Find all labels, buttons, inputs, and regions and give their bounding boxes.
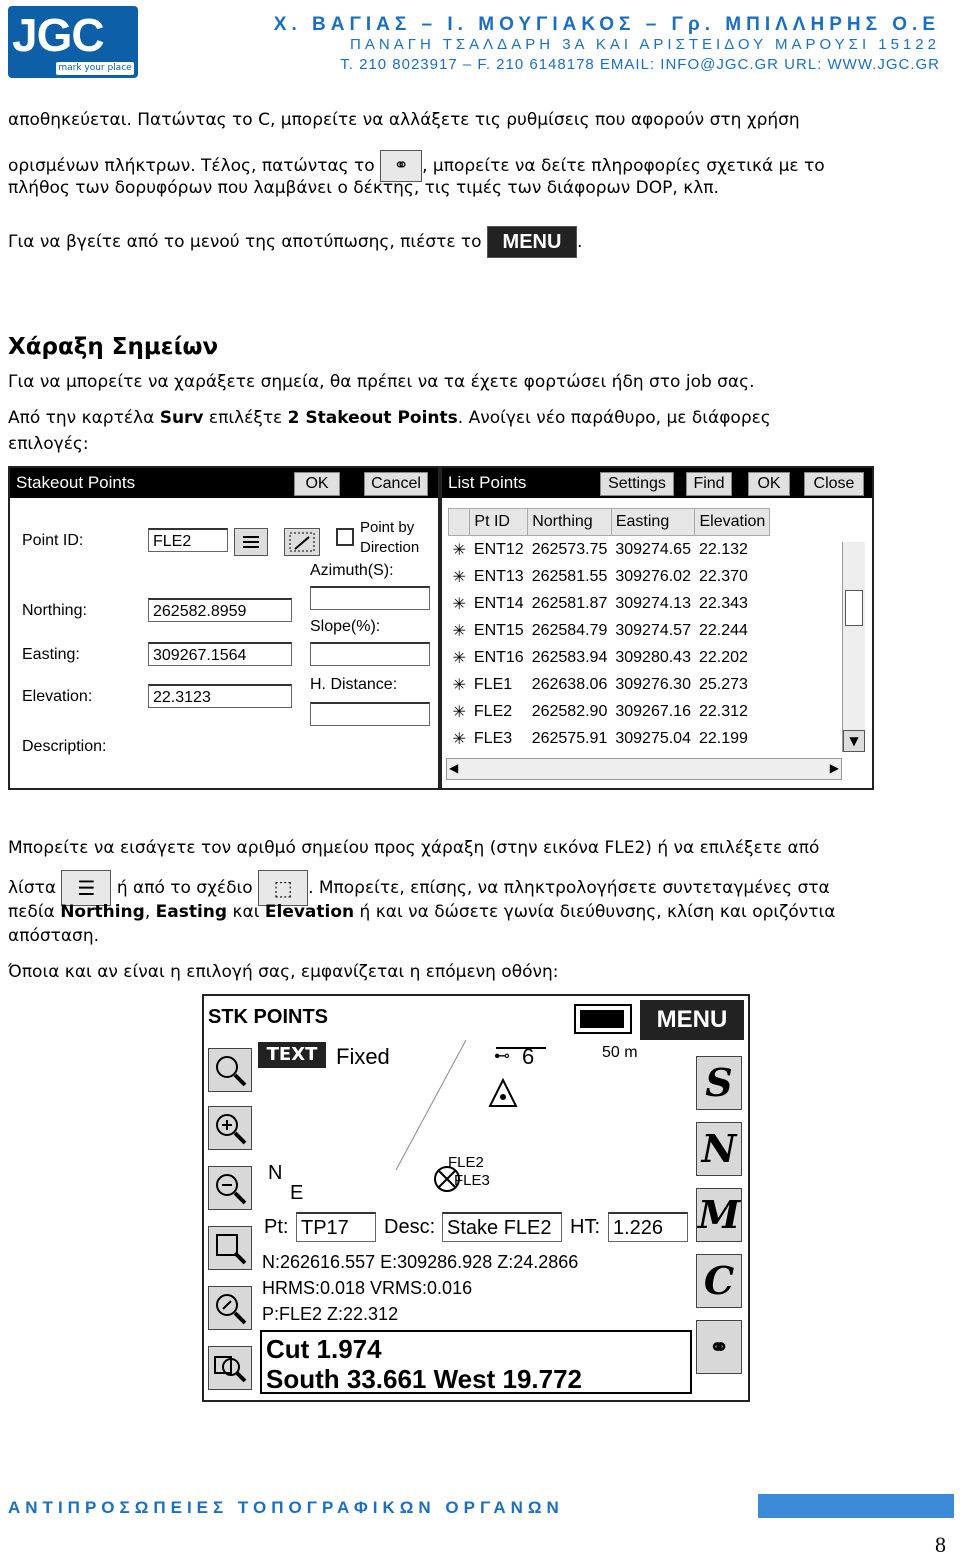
paragraph-7: λίστα ☰ ή από το σχέδιο ⬚ . Μπορείτε, επίσης, να πληκτρολογήσετε συντεταγμένες στα	[8, 870, 944, 906]
table-cell: 25.273	[698, 675, 748, 693]
table-cell: 262582.90	[531, 702, 608, 720]
paragraph-8: πεδία Northing, Easting και Elevation ή και να δώσετε γωνία διεύθυνσης, κλίση και οριζόντια	[8, 902, 836, 922]
table-cell: 309267.16	[615, 702, 691, 720]
point-icon: ✳	[452, 622, 466, 640]
stakeout-title: Stakeout Points	[10, 468, 438, 498]
current-position-icon	[488, 1078, 518, 1108]
paragraph-2: ορισμένων πλήκτρων. Τέλος, πατώντας το ⚭ , μπορείτε να δείτε πληροφορίες σχετικά με το	[8, 150, 944, 182]
table-row[interactable]	[449, 536, 770, 564]
table-cell: 262581.55	[531, 567, 608, 585]
satellite-icon: ⊷	[494, 1046, 510, 1065]
table-cell: 22.199	[698, 729, 748, 747]
point-id-input[interactable]: FLE2	[148, 528, 228, 552]
table-row[interactable]	[449, 563, 770, 590]
coords-line: N:262616.557 E:309286.928 Z:24.2866	[262, 1252, 579, 1272]
table-cell: ENT12	[473, 540, 524, 558]
table-row[interactable]	[449, 644, 770, 671]
table-cell: 22.312	[698, 702, 748, 720]
easting-label: Easting:	[22, 646, 80, 663]
scroll-down-icon[interactable]: ▼	[843, 730, 865, 752]
table-row[interactable]	[449, 725, 770, 752]
vertical-scrollbar[interactable]	[842, 542, 865, 752]
page-number: 8	[935, 1532, 946, 1557]
paragraph-2-cont: πλήθος των δορυφόρων που λαμβάνει ο δέκτης, τις τιμές των διάφορων DOP, κλπ.	[8, 178, 719, 198]
point-id-label: Point ID:	[22, 532, 84, 549]
stk-title: STK POINTS	[208, 1006, 329, 1028]
stakeout-cancel-button[interactable]: Cancel	[364, 472, 428, 496]
points-table-wrap	[448, 508, 770, 752]
table-row[interactable]	[449, 698, 770, 725]
table-cell: 262584.79	[531, 621, 608, 639]
side-button-c[interactable]: C	[696, 1254, 742, 1308]
table-cell: ENT13	[473, 567, 524, 585]
column-header[interactable]: Northing	[528, 509, 612, 536]
table-cell: 22.202	[698, 648, 748, 666]
stake-result-box	[260, 1330, 692, 1394]
settings-button[interactable]: Settings	[600, 472, 674, 496]
point-icon: ✳	[452, 595, 466, 613]
stakeout-ok-button[interactable]: OK	[294, 472, 340, 496]
table-cell: 22.244	[698, 621, 748, 639]
slope-label: Slope(%):	[310, 618, 381, 635]
point-icon: ✳	[452, 730, 466, 748]
table-row[interactable]	[449, 617, 770, 644]
close-button[interactable]: Close	[804, 472, 864, 496]
desc-label: Desc:	[384, 1216, 436, 1238]
table-cell: 309280.43	[615, 648, 691, 666]
target-label-1: FLE2	[448, 1154, 484, 1171]
table-cell: 262575.91	[531, 729, 608, 747]
find-button[interactable]: Find	[686, 472, 732, 496]
north-indicator: N	[268, 1162, 283, 1184]
map-scale: 50 m	[602, 1044, 638, 1061]
table-cell: 309276.02	[615, 567, 691, 585]
table-cell: 262581.87	[531, 594, 608, 612]
pt-label: Pt:	[264, 1216, 289, 1238]
table-cell: FLE1	[473, 675, 513, 693]
point-by-direction-checkbox[interactable]	[336, 528, 354, 546]
horizontal-scrollbar[interactable]	[446, 758, 842, 780]
table-cell: FLE2	[473, 702, 513, 720]
column-header[interactable]: Easting	[611, 509, 695, 536]
paragraph-3: Για να βγείτε από το μενού της αποτύπωσης, πιέστε το MENU .	[8, 226, 944, 258]
paragraph-8-cont: απόσταση.	[8, 926, 100, 946]
binoculars-icon: ⚭	[380, 150, 422, 182]
column-header[interactable]: Elevation	[695, 509, 770, 536]
northing-input[interactable]: 262582.8959	[148, 598, 292, 622]
desc-input[interactable]: Stake FLE2	[442, 1212, 562, 1242]
table-cell: 309276.30	[615, 675, 691, 693]
table-cell: FLE3	[473, 729, 513, 747]
paragraph-5: Από την καρτέλα Surv επιλέξτε 2 Stakeout Points. Ανοίγει νέο παράθυρο, με διάφορες	[8, 408, 771, 428]
points-table	[448, 508, 770, 752]
hdistance-input[interactable]	[310, 702, 430, 726]
table-cell: 309274.65	[615, 540, 691, 558]
paragraph-4: Για να μπορείτε να χαράξετε σημεία, θα πρέπει να τα έχετε φορτώσει ήδη στο job σας.	[8, 372, 755, 392]
list-icon[interactable]	[234, 528, 268, 556]
fix-status: Fixed	[336, 1044, 390, 1069]
northing-label: Northing:	[22, 602, 87, 619]
point-icon: ✳	[452, 568, 466, 586]
scroll-right-icon[interactable]: ▶	[829, 761, 839, 775]
table-header-row	[449, 509, 770, 536]
table-cell: 22.370	[698, 567, 748, 585]
column-header-icon	[449, 509, 470, 536]
rms-line: HRMS:0.018 VRMS:0.016	[262, 1278, 473, 1298]
azimuth-input[interactable]	[310, 586, 430, 610]
cut-fill: Cut 1.974	[266, 1334, 382, 1364]
table-row[interactable]	[449, 590, 770, 617]
pan-icon[interactable]	[208, 1048, 252, 1092]
table-cell: 262583.94	[531, 648, 608, 666]
table-cell: ENT14	[473, 594, 524, 612]
table-cell: 22.343	[698, 594, 748, 612]
table-cell: ENT15	[473, 621, 524, 639]
menu-icon: MENU	[487, 226, 577, 258]
slope-input[interactable]	[310, 642, 430, 666]
zoom-extents-icon[interactable]	[208, 1286, 252, 1330]
paragraph-1: αποθηκεύεται. Πατώντας το C, μπορείτε να αλλάξετε τις ρυθμίσεις που αφορούν στη χρήση	[8, 110, 800, 130]
list-icon-inline: ☰	[61, 870, 111, 906]
list-ok-button[interactable]: OK	[748, 472, 790, 496]
table-cell: ENT16	[473, 648, 524, 666]
ht-input[interactable]: 1.226	[608, 1212, 688, 1242]
side-button-s[interactable]: S	[696, 1056, 742, 1110]
point-icon: ✳	[452, 676, 466, 694]
footer-bar	[758, 1494, 954, 1518]
zoom-in-icon[interactable]	[208, 1106, 252, 1150]
target-label-2: FLE3	[454, 1172, 490, 1189]
logo-tagline: mark your place	[56, 62, 134, 75]
section-title: Χάραξη Σημείων	[8, 334, 219, 360]
pt-input[interactable]: TP17	[296, 1212, 376, 1242]
map-select-icon-inline: ⬚	[258, 870, 308, 906]
table-cell: 309275.04	[615, 729, 691, 747]
direction-distance: South 33.661 West 19.772	[266, 1364, 583, 1394]
battery-icon	[574, 1004, 632, 1034]
elevation-input[interactable]: 22.3123	[148, 684, 292, 708]
point-icon: ✳	[452, 703, 466, 721]
table-cell: 262573.75	[531, 540, 608, 558]
point-by-direction-label: Point by Direction	[360, 519, 420, 556]
zoom-previous-icon[interactable]	[208, 1346, 252, 1390]
stakeout-points-dialog	[8, 466, 440, 790]
text-toggle-button[interactable]: TEXT	[258, 1042, 326, 1068]
list-points-dialog	[440, 466, 874, 790]
east-indicator: E	[290, 1182, 304, 1204]
description-label: Description:	[22, 738, 107, 755]
header-line-3: T. 210 8023917 – F. 210 6148178 EMAIL: INFO@JGC.GR URL: WWW.JGC.GR	[340, 56, 940, 73]
table-cell: 22.132	[698, 540, 748, 558]
list-points-title: List Points	[442, 468, 872, 498]
logo-text: JGC	[12, 9, 104, 61]
table-row[interactable]	[449, 671, 770, 698]
table-cell: 309274.57	[615, 621, 691, 639]
binoculars-button-icon[interactable]: ⚭	[696, 1320, 742, 1374]
column-header[interactable]: Pt ID	[470, 509, 528, 536]
elevation-label: Elevation:	[22, 688, 93, 705]
map-select-icon[interactable]	[284, 528, 320, 556]
satellite-count: 6	[522, 1044, 535, 1069]
table-cell: 309274.13	[615, 594, 691, 612]
scroll-left-icon[interactable]: ◀	[449, 761, 459, 775]
hdistance-label: H. Distance:	[310, 676, 398, 693]
table-cell: 262638.06	[531, 675, 608, 693]
menu-button[interactable]: MENU	[640, 1000, 744, 1040]
target-line: P:FLE2 Z:22.312	[262, 1304, 399, 1324]
zoom-out-icon[interactable]	[208, 1166, 252, 1210]
ht-label: HT:	[570, 1216, 600, 1238]
paragraph-9: Όποια και αν είναι η επιλογή σας, εμφανίζεται η επόμενη οθόνη:	[8, 962, 559, 982]
footer-text: ΑΝΤΙΠΡΟΣΩΠΕΙΕΣ ΤΟΠΟΓΡΑΦΙΚΩΝ ΟΡΓΑΝΩΝ	[8, 1498, 564, 1517]
side-button-n[interactable]: N	[696, 1122, 742, 1176]
paragraph-6: Μπορείτε να εισάγετε τον αριθμό σημείου προς χάραξη (στην εικόνα FLE2) ή να επιλέξετε από	[8, 838, 820, 858]
side-button-m[interactable]: M	[696, 1188, 742, 1242]
header-line-2: ΠΑΝΑΓΗ ΤΣΑΛΔΑΡΗ 3Α ΚΑΙ ΑΡΙΣΤΕΙΔΟΥ ΜΑΡΟΥΣΙ 15122	[350, 36, 940, 53]
header-line-1: Χ. ΒΑΓΙΑΣ – Ι. ΜΟΥΓΙΑΚΟΣ – Γρ. ΜΠΙΛΛΗΡΗΣ Ο.Ε	[273, 14, 940, 35]
easting-input[interactable]: 309267.1564	[148, 642, 292, 666]
point-icon: ✳	[452, 541, 466, 559]
zoom-window-icon[interactable]	[208, 1226, 252, 1270]
point-icon: ✳	[452, 649, 466, 667]
stk-points-screen	[202, 994, 750, 1402]
scrollbar-thumb[interactable]	[845, 590, 863, 626]
paragraph-5-cont: επιλογές:	[8, 434, 89, 454]
azimuth-label: Azimuth(S):	[310, 562, 394, 579]
